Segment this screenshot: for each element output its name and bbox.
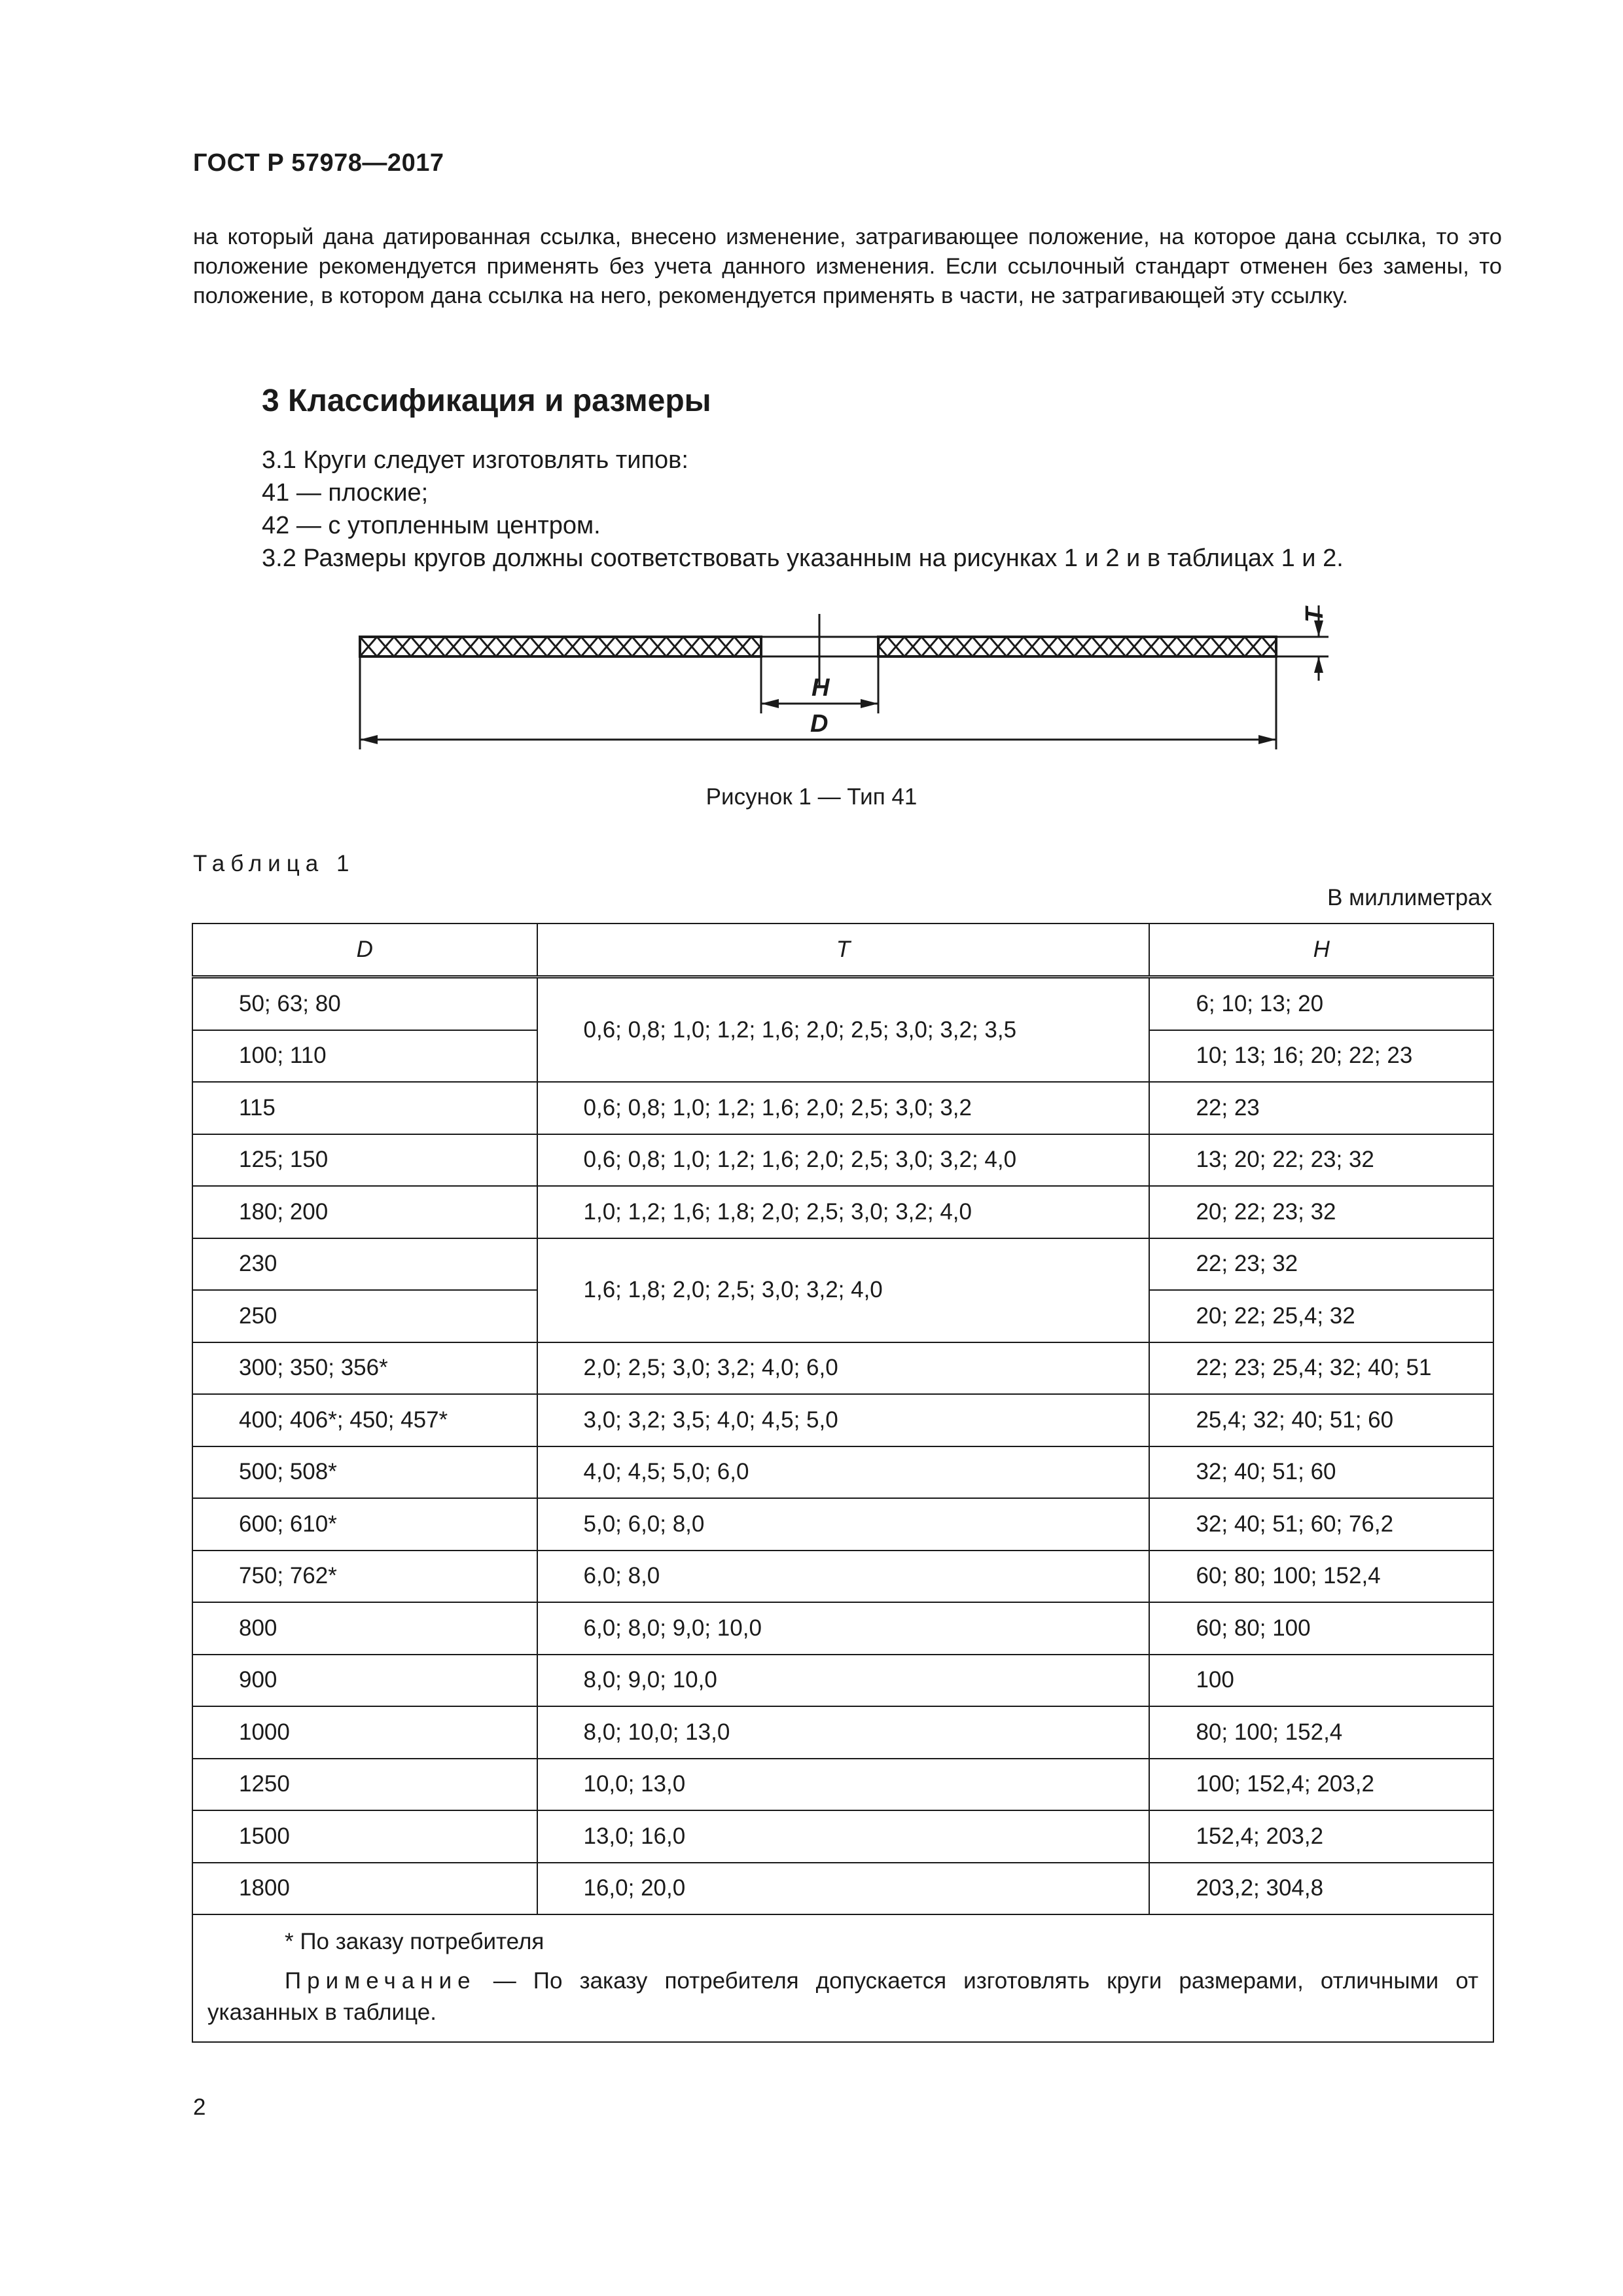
wheel-section-left xyxy=(360,637,761,656)
dimensions-table xyxy=(192,923,1494,2043)
header-t: T xyxy=(537,924,1150,977)
cell-h: 32; 40; 51; 60 xyxy=(1149,1446,1493,1499)
table-units: В миллиметрах xyxy=(1327,885,1492,910)
figure-1-drawing xyxy=(0,0,1623,785)
cell-h: 22; 23 xyxy=(1149,1082,1493,1134)
cell-d: 1500 xyxy=(192,1810,537,1863)
cell-d: 800 xyxy=(192,1602,537,1655)
cell-d: 600; 610* xyxy=(192,1498,537,1551)
header-h: H xyxy=(1149,924,1493,977)
table-row xyxy=(192,1342,1493,1395)
figure-caption: Рисунок 1 — Тип 41 xyxy=(705,784,918,810)
table-row xyxy=(192,1863,1493,1915)
cell-d: 180; 200 xyxy=(192,1186,537,1238)
cell-d: 100; 110 xyxy=(192,1030,537,1083)
table-row xyxy=(192,1498,1493,1551)
table-row xyxy=(192,1082,1493,1134)
cell-h: 25,4; 32; 40; 51; 60 xyxy=(1149,1394,1493,1446)
table-row xyxy=(192,1655,1493,1707)
cell-t: 2,0; 2,5; 3,0; 3,2; 4,0; 6,0 xyxy=(537,1342,1150,1395)
cell-t: 6,0; 8,0; 9,0; 10,0 xyxy=(537,1602,1150,1655)
cell-t: 8,0; 10,0; 13,0 xyxy=(537,1706,1150,1759)
table-row xyxy=(192,977,1493,1030)
cell-h: 20; 22; 25,4; 32 xyxy=(1149,1290,1493,1342)
table-label: Таблица 1 xyxy=(193,851,355,876)
cell-d: 500; 508* xyxy=(192,1446,537,1499)
cell-d: 300; 350; 356* xyxy=(192,1342,537,1395)
label-diameter: D xyxy=(810,710,829,738)
table-row xyxy=(192,1446,1493,1499)
table-row xyxy=(192,1186,1493,1238)
wheel-section-right xyxy=(878,637,1276,656)
clause-type-41: 41 — плоские; xyxy=(262,479,429,507)
table-row xyxy=(192,1759,1493,1811)
cell-h: 100 xyxy=(1149,1655,1493,1707)
cell-t: 5,0; 6,0; 8,0 xyxy=(537,1498,1150,1551)
note-text: — По заказу потребителя допускается изготовлять круги размерами, отличными от указанных в таблице. xyxy=(207,1968,1478,2025)
cell-t: 0,6; 0,8; 1,0; 1,2; 1,6; 2,0; 2,5; 3,0; 3,2 xyxy=(537,1082,1150,1134)
cell-h: 80; 100; 152,4 xyxy=(1149,1706,1493,1759)
cell-d: 230 xyxy=(192,1238,537,1291)
cell-d: 1000 xyxy=(192,1706,537,1759)
label-thickness: T xyxy=(1301,607,1329,623)
cell-h: 60; 80; 100 xyxy=(1149,1602,1493,1655)
cell-d: 400; 406*; 450; 457* xyxy=(192,1394,537,1446)
cell-t: 1,0; 1,2; 1,6; 1,8; 2,0; 2,5; 3,0; 3,2; 4,0 xyxy=(537,1186,1150,1238)
table-notes xyxy=(192,1914,1493,2042)
clause-3-1: 3.1 Круги следует изготовлять типов: xyxy=(262,446,688,474)
table-row xyxy=(192,1810,1493,1863)
table-notes-row xyxy=(192,1914,1493,2042)
table-note xyxy=(207,1965,1478,2028)
cell-t: 3,0; 3,2; 3,5; 4,0; 4,5; 5,0 xyxy=(537,1394,1150,1446)
cell-h: 13; 20; 22; 23; 32 xyxy=(1149,1134,1493,1187)
cell-t: 0,6; 0,8; 1,0; 1,2; 1,6; 2,0; 2,5; 3,0; 3,2; 3,5 xyxy=(537,977,1150,1083)
cell-d: 900 xyxy=(192,1655,537,1707)
cell-h: 22; 23; 25,4; 32; 40; 51 xyxy=(1149,1342,1493,1395)
table-row xyxy=(192,1706,1493,1759)
table-row xyxy=(192,1602,1493,1655)
cell-d: 1800 xyxy=(192,1863,537,1915)
table-row xyxy=(192,1551,1493,1603)
cell-h: 60; 80; 100; 152,4 xyxy=(1149,1551,1493,1603)
cell-h: 152,4; 203,2 xyxy=(1149,1810,1493,1863)
clause-3-2: 3.2 Размеры кругов должны соответствовать указанным на рисунках 1 и 2 и в таблицах 1 и 2. xyxy=(262,545,1344,572)
cell-t: 6,0; 8,0 xyxy=(537,1551,1150,1603)
header-d: D xyxy=(192,924,537,977)
cell-h: 20; 22; 23; 32 xyxy=(1149,1186,1493,1238)
cell-t: 8,0; 9,0; 10,0 xyxy=(537,1655,1150,1707)
cell-t: 4,0; 4,5; 5,0; 6,0 xyxy=(537,1446,1150,1499)
document-header: ГОСТ Р 57978—2017 xyxy=(193,149,444,177)
cell-h: 10; 13; 16; 20; 22; 23 xyxy=(1149,1030,1493,1083)
page-number: 2 xyxy=(193,2094,206,2120)
table-row xyxy=(192,1238,1493,1291)
table-row xyxy=(192,1394,1493,1446)
cell-h: 22; 23; 32 xyxy=(1149,1238,1493,1291)
table-row xyxy=(192,1134,1493,1187)
cell-d: 115 xyxy=(192,1082,537,1134)
cell-h: 32; 40; 51; 60; 76,2 xyxy=(1149,1498,1493,1551)
cell-d: 50; 63; 80 xyxy=(192,977,537,1030)
cell-d: 750; 762* xyxy=(192,1551,537,1603)
table-header-row xyxy=(192,924,1493,977)
cell-t: 13,0; 16,0 xyxy=(537,1810,1150,1863)
intro-paragraph: на который дана датированная ссылка, внесено изменение, затрагивающее положение, на которое дана ссылка, то это положение рекомендуется применять без учета данного изменения. Если ссылочный стандарт отменен без замены, то положение, в котором дана ссылка на него, рекомендуется применять в части, не затрагивающей эту ссылку. xyxy=(193,224,1502,308)
cell-d: 125; 150 xyxy=(192,1134,537,1187)
section-title: 3 Классификация и размеры xyxy=(262,384,711,418)
clause-type-42: 42 — с утопленным центром. xyxy=(262,512,601,539)
cell-d: 1250 xyxy=(192,1759,537,1811)
cell-d: 250 xyxy=(192,1290,537,1342)
cell-h: 100; 152,4; 203,2 xyxy=(1149,1759,1493,1811)
cell-t: 0,6; 0,8; 1,0; 1,2; 1,6; 2,0; 2,5; 3,0; 3,2; 4,0 xyxy=(537,1134,1150,1187)
note-label: Примечание xyxy=(285,1968,476,1994)
table-footnote: * По заказу потребителя xyxy=(285,1929,544,1954)
label-bore: H xyxy=(812,674,830,702)
cell-h: 203,2; 304,8 xyxy=(1149,1863,1493,1915)
cell-t: 10,0; 13,0 xyxy=(537,1759,1150,1811)
cell-t: 16,0; 20,0 xyxy=(537,1863,1150,1915)
cell-h: 6; 10; 13; 20 xyxy=(1149,977,1493,1030)
cell-t: 1,6; 1,8; 2,0; 2,5; 3,0; 3,2; 4,0 xyxy=(537,1238,1150,1342)
